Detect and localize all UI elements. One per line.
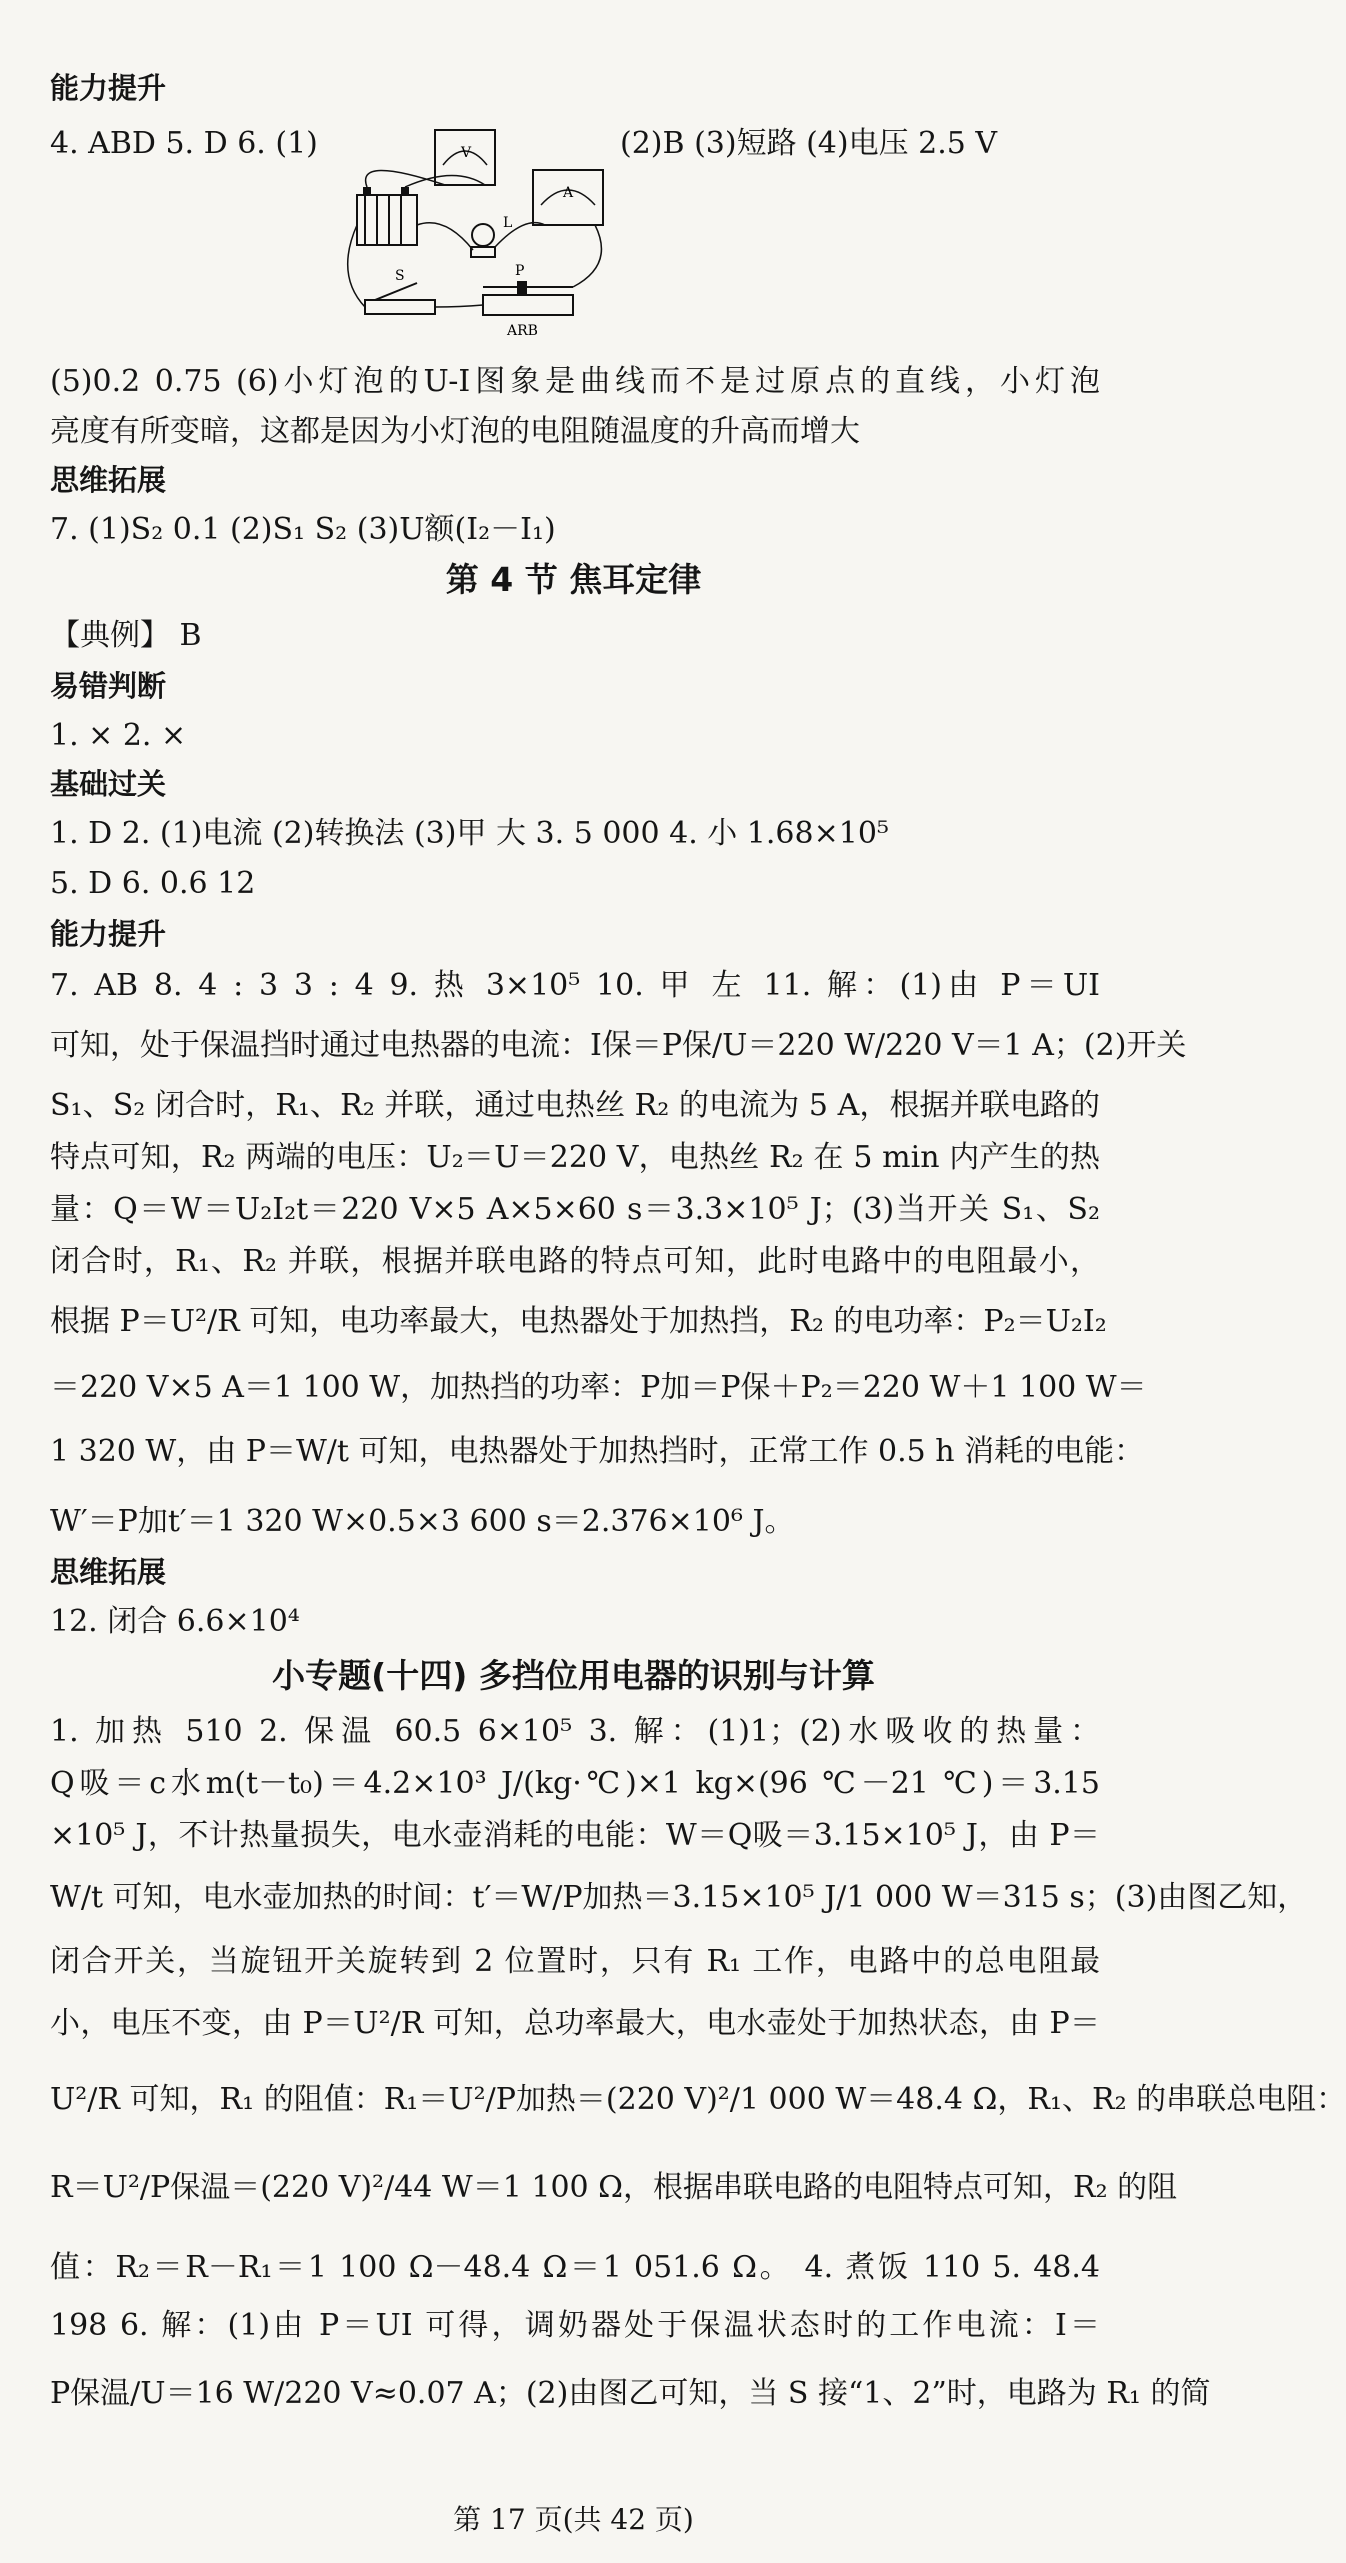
answer-line: 198 6. 解：(1)由 P＝UI 可得，调奶器处于保温状态时的工作电流：I＝ [50, 2308, 1100, 2343]
section-heading: 能力提升 [50, 71, 167, 105]
answer-line: 【典例】 B [50, 618, 202, 653]
ammeter-label: A [563, 185, 574, 201]
answer-line: 根据 P＝U²/R 可知，电功率最大，电热器处于加热挡，R₂ 的电功率：P₂＝U₂I₂ [50, 1304, 1107, 1339]
rheostat-icon [483, 263, 573, 339]
answer-line: 4. ABD 5. D 6. (1) [50, 126, 318, 161]
voltmeter-label: V [461, 145, 472, 161]
lamp-label: L [503, 215, 513, 231]
answer-line: 闭合时，R₁、R₂ 并联，根据并联电路的特点可知，此时电路中的电阻最小， [50, 1244, 1100, 1279]
answer-line: 1. D 2. (1)电流 (2)转换法 (3)甲 大 3. 5 000 4. 小 1.68×10⁵ [50, 816, 889, 851]
answer-line: 1 320 W，由 P＝W/t 可知，电热器处于加热挡时，正常工作 0.5 h 消耗的电能： [50, 1434, 1145, 1469]
answer-line: Q吸＝c水m(t－t₀)＝4.2×10³ J/(kg·℃)×1 kg×(96 ℃－21 ℃)＝3.15 [50, 1766, 1100, 1801]
answer-line: 值：R₂＝R－R₁＝1 100 Ω－48.4 Ω＝1 051.6 Ω。 4. 煮饭 110 5. 48.4 [50, 2250, 1100, 2285]
section-heading: 思维拓展 [50, 1555, 167, 1589]
answer-line: (5)0.2 0.75 (6)小灯泡的U-I图象是曲线而不是过原点的直线，小灯泡 [50, 364, 1100, 399]
ammeter-icon [533, 170, 603, 225]
answer-line: 特点可知，R₂ 两端的电压：U₂＝U＝220 V，电热丝 R₂ 在 5 min 内产生的热 [50, 1140, 1100, 1175]
answer-line: 亮度有所变暗，这都是因为小灯泡的电阻随温度的升高而增大 [50, 414, 860, 449]
answer-line: ＝220 V×5 A＝1 100 W，加热挡的功率：P加＝P保＋P₂＝220 W＋1 100 W＝ [50, 1370, 1147, 1405]
section-heading: 思维拓展 [50, 463, 167, 497]
answer-line: 12. 闭合 6.6×10⁴ [50, 1604, 300, 1639]
answer-line: (2)B (3)短路 (4)电压 2.5 V [620, 126, 998, 161]
section-title: 第 4 节 焦耳定律 [445, 560, 702, 599]
section-title: 小专题(十四) 多挡位用电器的识别与计算 [272, 1656, 875, 1695]
answer-line: U²/R 可知，R₁ 的阻值：R₁＝U²/P加热＝(220 V)²/1 000 W＝48.4 Ω，R₁、R₂ 的串联总电阻： [50, 2082, 1346, 2117]
answer-line: S₁、S₂ 闭合时，R₁、R₂ 并联，通过电热丝 R₂ 的电流为 5 A，根据并联电路的 [50, 1088, 1100, 1123]
answer-line: 1. × 2. × [50, 718, 187, 753]
answer-line: W′＝P加t′＝1 320 W×0.5×3 600 s＝2.376×10⁶ J。 [50, 1504, 795, 1539]
answer-line: R＝U²/P保温＝(220 V)²/44 W＝1 100 Ω，根据串联电路的电阻特点可知，R₂ 的阻 [50, 2170, 1178, 2205]
answer-line: 闭合开关，当旋钮开关旋转到 2 位置时，只有 R₁ 工作，电路中的总电阻最 [50, 1944, 1100, 1979]
battery-icon [357, 187, 417, 245]
answer-line: 1. 加热 510 2. 保温 60.5 6×10⁵ 3. 解：(1)1；(2)水吸收的热量： [50, 1714, 1100, 1749]
answer-line: 7. AB 8. 4 : 3 3 : 4 9. 热 3×10⁵ 10. 甲 左 11. 解：(1)由 P＝UI [50, 968, 1100, 1003]
answer-line: W/t 可知，电水壶加热的时间：t′＝W/P加热＝3.15×10⁵ J/1 000 W＝315 s；(3)由图乙知， [50, 1880, 1308, 1915]
answer-line: P保温/U＝16 W/220 V≈0.07 A；(2)由图乙可知，当 S 接“1、2”时，电路为 R₁ 的简 [50, 2376, 1211, 2411]
answer-line: 可知，处于保温挡时通过电热器的电流：I保＝P保/U＝220 W/220 V＝1 A；(2)开关 [50, 1028, 1187, 1063]
switch-label: S [395, 268, 405, 284]
switch-icon [365, 268, 435, 314]
answer-line: 7. (1)S₂ 0.1 (2)S₁ S₂ (3)U额(I₂－I₁) [50, 512, 556, 547]
answer-line: 5. D 6. 0.6 12 [50, 866, 256, 901]
rheostat-terminal-label: ARB [507, 323, 538, 339]
section-heading: 能力提升 [50, 917, 167, 951]
section-heading: 易错判断 [50, 669, 167, 703]
page-footer: 第 17 页(共 42 页) [453, 2503, 694, 2536]
answer-line: 量：Q＝W＝U₂I₂t＝220 V×5 A×5×60 s＝3.3×10⁵ J；(3)当开关 S₁、S₂ [50, 1192, 1100, 1227]
rheostat-p-label: P [515, 263, 525, 279]
answer-line: ×10⁵ J，不计热量损失，电水壶消耗的电能：W＝Q吸＝3.15×10⁵ J，由 P＝ [50, 1818, 1100, 1853]
section-heading: 基础过关 [50, 767, 167, 801]
circuit-diagram [335, 115, 625, 350]
answer-line: 小，电压不变，由 P＝U²/R 可知，总功率最大，电水壶处于加热状态，由 P＝ [50, 2006, 1100, 2041]
